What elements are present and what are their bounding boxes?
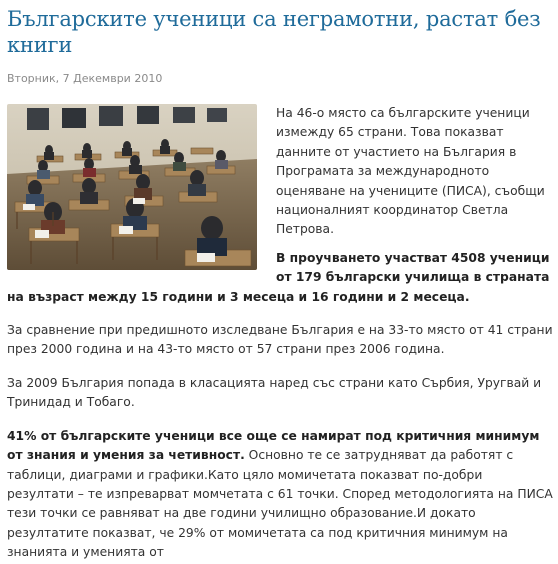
paragraph-ranking: За 2009 България попада в класацията наред със страни като Сърбия, Уругвай и Тринидад и Тобаго. xyxy=(7,375,542,410)
article-title[interactable]: Българските ученици са неграмотни, растат без книги xyxy=(7,7,541,57)
article xyxy=(7,6,553,563)
paragraph-literacy xyxy=(7,427,553,563)
paragraph-comparison: За сравнение при предишното изследване България е на 33-то място от 41 страни през 2000 година и на 43-то място от 57 страни през 2006 година. xyxy=(7,323,553,357)
paragraph-participants: В проучването участват 4508 ученици от 179 български училища в страната на възраст между 15 години и 3 месеца и 16 години и 2 месеца. xyxy=(7,250,550,304)
classroom-photo xyxy=(7,104,257,270)
article-lead xyxy=(7,104,553,307)
article-date: Вторник, 7 Декември 2010 xyxy=(7,72,163,85)
paragraph-literacy-text: Основно те се затрудняват да работят с таблици, диаграми и графики.Като цяло момичетата показват по-добри резултати – те изпреварват момчетата с 61 точки. Според методологията на ПИСА тези точки се равняват на две години училищно образование.И докато резултатите показват, че 29% от момичетата са под критичния минимум на знанията и уменията от xyxy=(7,448,553,560)
paragraph-literacy-bold: 41% от българските ученици все още се намират под критичния минимум от знания и умения за четивност. xyxy=(7,428,540,463)
paragraph-intro: На 46-о място са българските ученици измежду 65 страни. Това показват данните от участието на България в Програмата за международното оценяване на учениците (ПИСА), съобщи националният координатор Светла Петрова. xyxy=(276,106,545,237)
